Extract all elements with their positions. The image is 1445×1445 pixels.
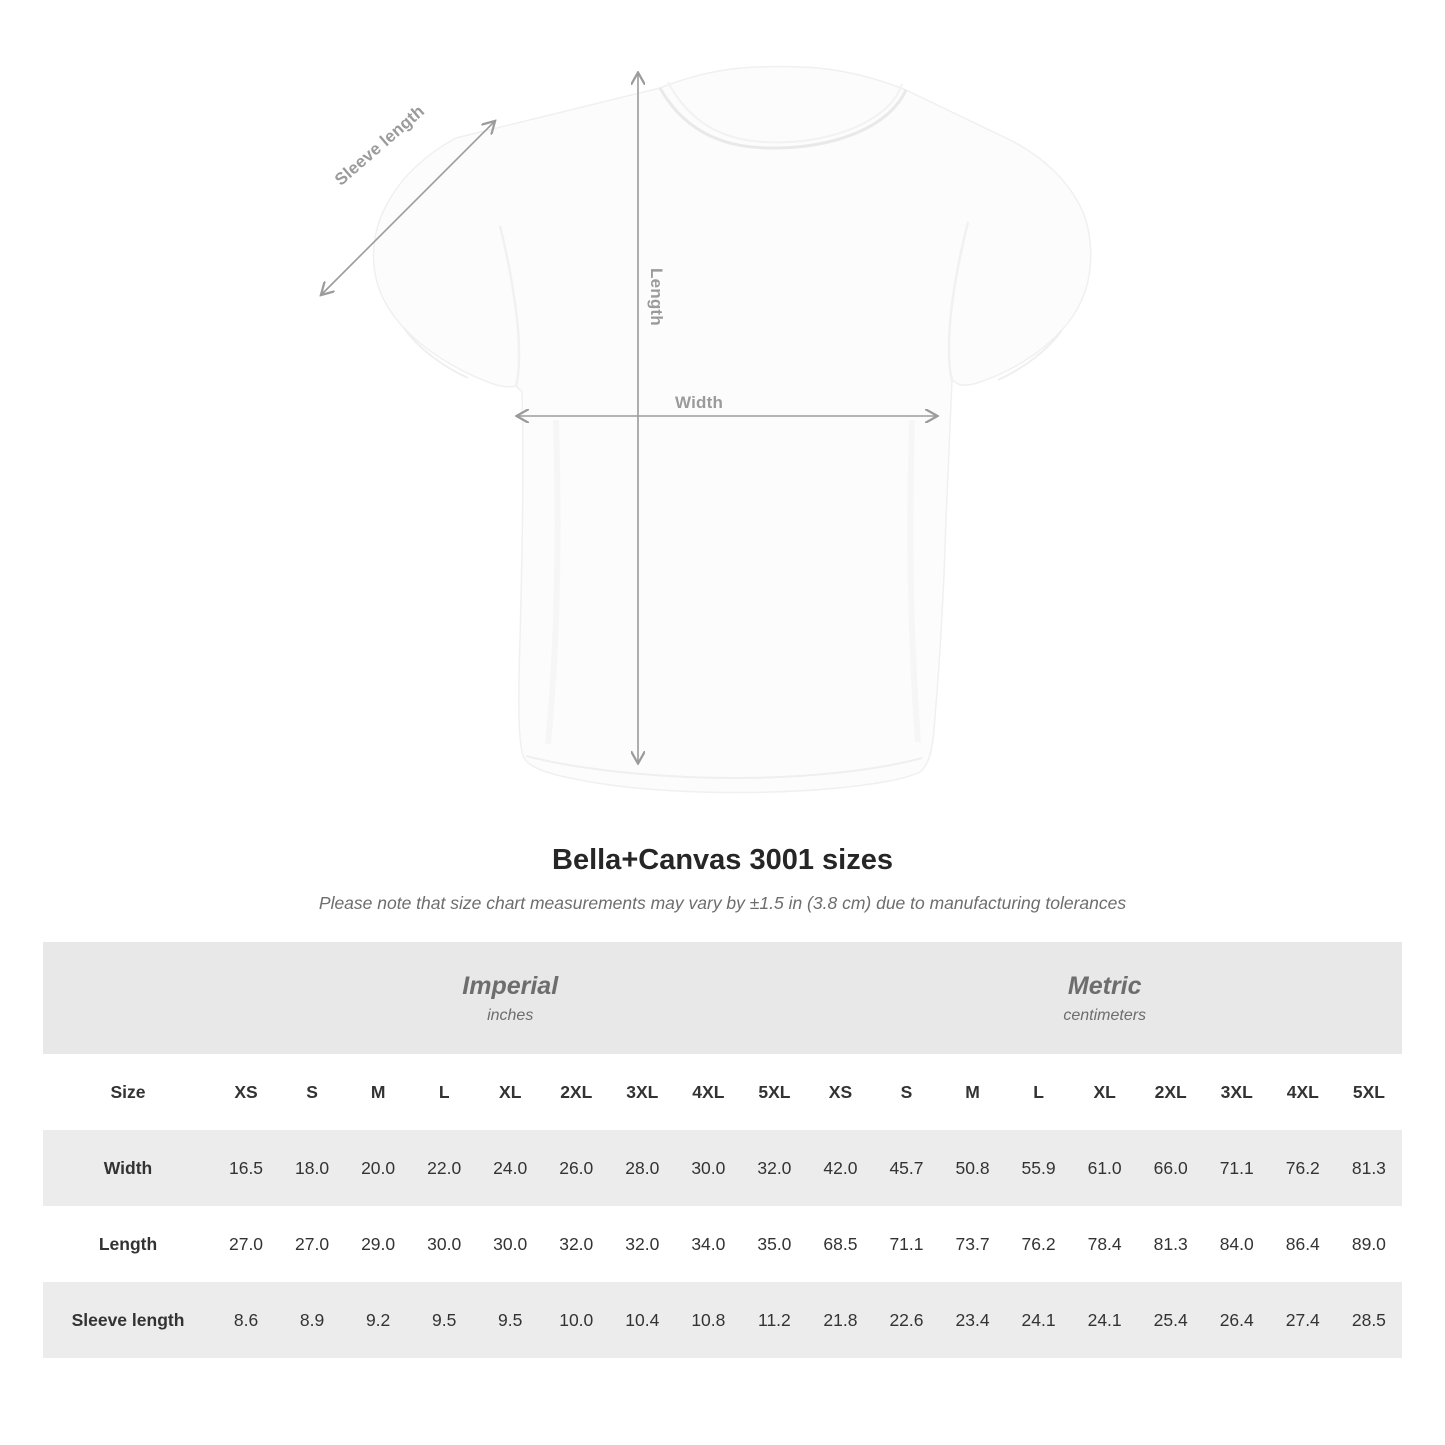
header-col-xl-in: XL [477, 1054, 543, 1130]
header-col-4xl-cm: 4XL [1270, 1054, 1336, 1130]
cell-length-l-cm: 76.2 [1006, 1206, 1072, 1282]
cell-length-5xl-cm: 89.0 [1336, 1206, 1402, 1282]
unit-group-metric [807, 942, 1402, 1054]
cell-sleeve-s-cm: 22.6 [873, 1282, 939, 1358]
cell-width-4xl-cm: 76.2 [1270, 1130, 1336, 1206]
cell-sleeve-3xl-cm: 26.4 [1204, 1282, 1270, 1358]
cell-sleeve-2xl-in: 10.0 [543, 1282, 609, 1358]
table-row [43, 1206, 1402, 1282]
unit-group-row [43, 942, 1402, 1054]
cell-sleeve-xs-in: 8.6 [213, 1282, 279, 1358]
header-col-5xl-in: 5XL [741, 1054, 807, 1130]
cell-width-m-in: 20.0 [345, 1130, 411, 1206]
cell-length-3xl-in: 32.0 [609, 1206, 675, 1282]
cell-sleeve-xl-cm: 24.1 [1072, 1282, 1138, 1358]
cell-length-4xl-cm: 86.4 [1270, 1206, 1336, 1282]
size-table-wrapper [0, 942, 1445, 1358]
cell-sleeve-4xl-in: 10.8 [675, 1282, 741, 1358]
cell-width-m-cm: 50.8 [940, 1130, 1006, 1206]
cell-width-s-in: 18.0 [279, 1130, 345, 1206]
header-col-m-cm: M [940, 1054, 1006, 1130]
header-col-xs-in: XS [213, 1054, 279, 1130]
length-label: Length [647, 268, 666, 326]
cell-sleeve-5xl-cm: 28.5 [1336, 1282, 1402, 1358]
cell-sleeve-3xl-in: 10.4 [609, 1282, 675, 1358]
table-row [43, 1282, 1402, 1358]
cell-sleeve-2xl-cm: 25.4 [1138, 1282, 1204, 1358]
header-col-4xl-in: 4XL [675, 1054, 741, 1130]
cell-sleeve-s-in: 8.9 [279, 1282, 345, 1358]
imperial-sub: inches [487, 1006, 534, 1024]
row-label-sleeve-length: Sleeve length [43, 1282, 213, 1358]
cell-width-3xl-cm: 71.1 [1204, 1130, 1270, 1206]
header-col-2xl-cm: 2XL [1138, 1054, 1204, 1130]
cell-sleeve-xs-cm: 21.8 [807, 1282, 873, 1358]
unit-group-spacer [43, 942, 213, 1054]
cell-length-xs-cm: 68.5 [807, 1206, 873, 1282]
header-col-l-cm: L [1006, 1054, 1072, 1130]
cell-width-3xl-in: 28.0 [609, 1130, 675, 1206]
cell-sleeve-l-cm: 24.1 [1006, 1282, 1072, 1358]
cell-width-2xl-cm: 66.0 [1138, 1130, 1204, 1206]
cell-width-4xl-in: 30.0 [675, 1130, 741, 1206]
cell-length-5xl-in: 35.0 [741, 1206, 807, 1282]
row-label-length: Length [43, 1206, 213, 1282]
row-label-width: Width [43, 1130, 213, 1206]
cell-sleeve-xl-in: 9.5 [477, 1282, 543, 1358]
cell-length-m-cm: 73.7 [940, 1206, 1006, 1282]
cell-length-2xl-in: 32.0 [543, 1206, 609, 1282]
cell-width-l-cm: 55.9 [1006, 1130, 1072, 1206]
tshirt-shape [374, 67, 1091, 793]
cell-width-5xl-in: 32.0 [741, 1130, 807, 1206]
cell-width-xs-in: 16.5 [213, 1130, 279, 1206]
cell-width-xl-cm: 61.0 [1072, 1130, 1138, 1206]
cell-sleeve-5xl-in: 11.2 [741, 1282, 807, 1358]
cell-width-s-cm: 45.7 [873, 1130, 939, 1206]
page-title: Bella+Canvas 3001 sizes [552, 844, 893, 876]
cell-length-s-cm: 71.1 [873, 1206, 939, 1282]
cell-length-4xl-in: 34.0 [675, 1206, 741, 1282]
cell-length-m-in: 29.0 [345, 1206, 411, 1282]
tolerance-note: Please note that size chart measurements may vary by ±1.5 in (3.8 cm) due to manufacturing tolerances [318, 893, 1127, 913]
header-col-l-in: L [411, 1054, 477, 1130]
header-col-3xl-cm: 3XL [1204, 1054, 1270, 1130]
header-size: Size [43, 1054, 213, 1130]
header-col-s-in: S [279, 1054, 345, 1130]
sleeve-length-label: Sleeve length [331, 101, 429, 190]
table-row [43, 1130, 1402, 1206]
cell-sleeve-m-in: 9.2 [345, 1282, 411, 1358]
cell-length-l-in: 30.0 [411, 1206, 477, 1282]
title-block [0, 844, 1445, 914]
header-col-xl-cm: XL [1072, 1054, 1138, 1130]
cell-length-xl-in: 30.0 [477, 1206, 543, 1282]
cell-width-l-in: 22.0 [411, 1130, 477, 1206]
metric-sub: centimeters [1063, 1006, 1147, 1024]
width-label: Width [675, 393, 724, 412]
header-col-xs-cm: XS [807, 1054, 873, 1130]
cell-length-s-in: 27.0 [279, 1206, 345, 1282]
header-col-2xl-in: 2XL [543, 1054, 609, 1130]
table-header-row [43, 1054, 1402, 1130]
cell-width-xs-cm: 42.0 [807, 1130, 873, 1206]
cell-length-2xl-cm: 81.3 [1138, 1206, 1204, 1282]
header-col-s-cm: S [873, 1054, 939, 1130]
header-col-5xl-cm: 5XL [1336, 1054, 1402, 1130]
cell-sleeve-m-cm: 23.4 [940, 1282, 1006, 1358]
cell-length-3xl-cm: 84.0 [1204, 1206, 1270, 1282]
imperial-name: Imperial [462, 972, 559, 1001]
size-table [43, 942, 1402, 1358]
cell-sleeve-4xl-cm: 27.4 [1270, 1282, 1336, 1358]
cell-length-xs-in: 27.0 [213, 1206, 279, 1282]
metric-name: Metric [1067, 972, 1142, 1001]
cell-width-xl-in: 24.0 [477, 1130, 543, 1206]
header-col-3xl-in: 3XL [609, 1054, 675, 1130]
cell-sleeve-l-in: 9.5 [411, 1282, 477, 1358]
header-col-m-in: M [345, 1054, 411, 1130]
cell-length-xl-cm: 78.4 [1072, 1206, 1138, 1282]
cell-width-5xl-cm: 81.3 [1336, 1130, 1402, 1206]
cell-width-2xl-in: 26.0 [543, 1130, 609, 1206]
unit-group-imperial [213, 942, 807, 1054]
